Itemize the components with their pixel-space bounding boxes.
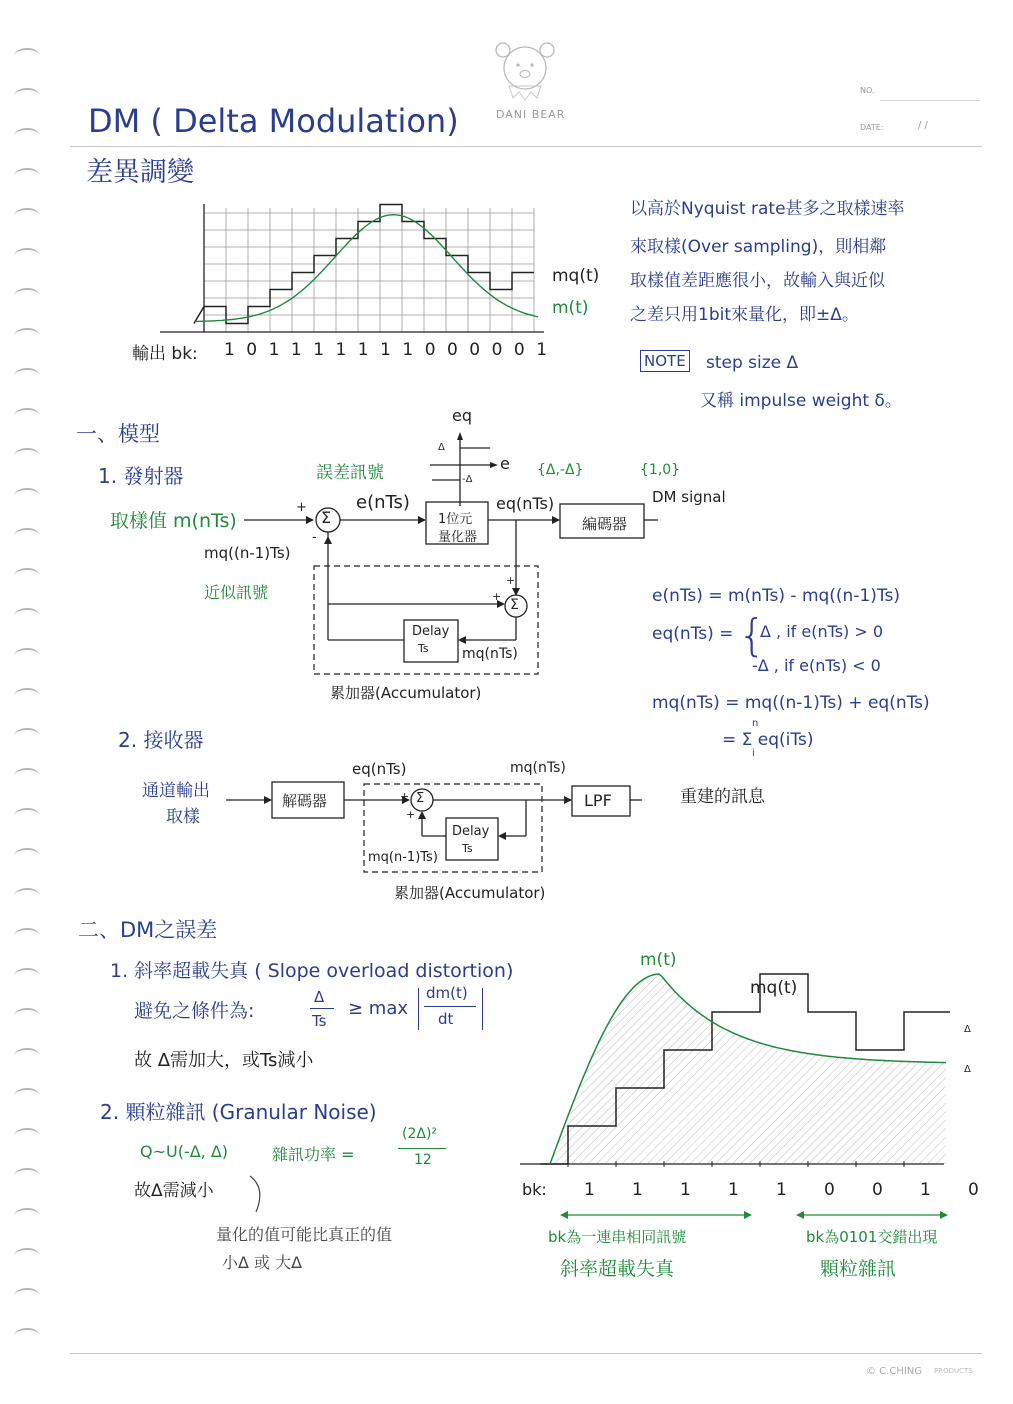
error-staircase-chart [520,960,950,1180]
binding-ring [14,1048,40,1064]
bit-set-label: {1,0} [640,462,681,478]
noise-power-label: 雜訊功率 = [272,1145,355,1164]
equation-error: e(nTs) = m(nTs) - mq((n-1)Ts) [652,586,900,606]
footer-sub: PRODUCTS [934,1367,973,1375]
equation-case-1: Δ , if e(nTs) > 0 [760,622,884,641]
m-curve-label: m(t) [552,298,589,318]
binding-ring [14,728,40,744]
error-bit: 0 [824,1180,835,1200]
cond-frac-den: dt [438,1010,454,1028]
binding-ring [14,1168,40,1184]
e-axis-label: e [500,454,510,473]
cond-den: Ts [312,1012,327,1030]
binding-ring [14,128,40,144]
binding-ring [14,488,40,504]
error-bit: 0 [968,1180,979,1200]
binding-ring [14,1008,40,1024]
granular-note-line-1: bk為0101交錯出現 [806,1228,938,1246]
no-line [880,100,980,101]
intro-bit: 1 [313,340,325,360]
transmitter-heading: 1. 發射器 [98,464,184,488]
intro-bit: 1 [402,340,414,360]
receiver-heading: 2. 接收器 [118,728,204,752]
binding-ring [14,208,40,224]
acc-sum-symbol: Σ [510,597,519,613]
quantizer-line-2: 量化器 [438,530,478,545]
sum-upper-limit: n [752,718,759,729]
eq-axis-label: eq [452,406,472,425]
range-arrows [560,1205,960,1225]
rx-delay-label: Delay [452,824,490,839]
binding-ring [14,1088,40,1104]
binding-ring [14,768,40,784]
slope-overload-heading: 1. 斜率超載失真 ( Slope overload distortion) [110,960,514,982]
error-bit: 1 [728,1180,739,1200]
intro-bit: 1 [380,340,391,360]
abs-bar-right [482,988,483,1030]
tx-input-label: 取樣值 m(nTs) [110,510,237,532]
section1-heading: 一、模型 [76,422,160,446]
slope-conclusion: 故 Δ需加大，或Ts減小 [134,1050,314,1071]
rx-output-label: 重建的訊息 [680,787,765,807]
equation-sum: = Σ eq(iTs) [722,730,814,750]
annotation-bracket [244,1172,274,1218]
brand-label: DANI BEAR [496,108,566,121]
intro-bit: 1 [224,340,235,360]
avoid-condition-label: 避免之條件為: [134,1000,255,1022]
intro-bit: 0 [513,340,525,360]
tx-accumulator-label: 累加器(Accumulator) [330,684,482,702]
note-line-1: step size Δ [706,353,799,373]
binding-ring [14,688,40,704]
noise-power-num: (2Δ)² [402,1126,438,1142]
granular-note-line-2: 顆粒雜訊 [820,1258,897,1280]
error-hatching [540,974,946,1164]
binding-ring [14,528,40,544]
tx-mq-nts-label: mq(nTs) [462,646,518,662]
cond-frac-bar [424,1006,476,1007]
intro-line-4: 之差只用1bit來量化，即±Δ。 [630,305,859,325]
note-badge: NOTE [640,350,690,372]
binding-ring [14,888,40,904]
binding-ring [14,248,40,264]
tx-feedback-label: mq((n-1)Ts) [204,544,291,562]
error-bit: 1 [920,1180,931,1200]
rx-input-line-1: 通道輸出 [142,781,210,801]
delta-mark-2: Δ [964,1064,971,1075]
rx-delay-ts: Ts [462,842,473,855]
date-slashes: / / [918,120,928,131]
dm-signal-label: DM signal [652,488,726,506]
slope-note-line-1: bk為一連串相同訊號 [548,1228,687,1246]
slope-note-line-2: 斜率超載失真 [560,1258,675,1280]
section2-heading: 二、DM之誤差 [78,918,218,942]
footer-rule [70,1353,982,1354]
intro-bit: 0 [424,340,436,360]
error-bit: 1 [584,1180,595,1200]
footer-brand: © C.CHING [866,1366,923,1377]
intro-bit: 1 [357,340,369,360]
delta-mark-1: Δ [964,1024,971,1035]
error-bit: 1 [776,1180,787,1200]
binding-ring [14,168,40,184]
m-curve [194,215,538,322]
error-bit: 0 [872,1180,883,1200]
e-nts-label: e(nTs) [356,492,410,513]
approx-signal-label: 近似訊號 [204,583,269,602]
acc-sum-plus-left: + [492,590,502,603]
intro-line-1: 以高於Nyquist rate甚多之取樣速率 [630,199,905,219]
binding-ring [14,808,40,824]
rx-eq-nts-label: eq(nTs) [352,760,407,778]
binding-ring [14,368,40,384]
tx-sum-minus: - [312,530,317,545]
error-bits-label: bk: [522,1180,547,1199]
lpf-label: LPF [584,791,612,810]
date-label: DATE: [860,123,884,132]
binding-ring [14,968,40,984]
binding-ring [14,1208,40,1224]
binding-ring [14,288,40,304]
tx-delay-label: Delay [412,624,450,639]
error-bit: 1 [680,1180,691,1200]
no-label: NO. [860,86,875,95]
cond-max: ≥ max [348,998,409,1019]
tx-sum-symbol: Σ [321,508,332,527]
binding-ring [14,648,40,664]
binding-ring [14,928,40,944]
intro-bit: 0 [246,340,258,360]
rx-accumulator-label: 累加器(Accumulator) [394,884,546,902]
cases-brace: { [738,610,766,661]
q-distribution: Q~U(-Δ, Δ) [140,1142,229,1161]
intro-staircase-chart [160,200,560,340]
equation-accumulate: mq(nTs) = mq((n-1)Ts) + eq(nTs) [652,693,930,713]
binding-ring [14,1328,40,1344]
delta-neg-label: -Δ [462,474,473,485]
granular-noise-heading: 2. 顆粒雜訊 (Granular Noise) [100,1100,377,1124]
error-bit: 1 [632,1180,643,1200]
bits-output-label: 輸出 bk: [132,344,198,364]
intro-bit: 1 [335,340,347,360]
tx-delay-ts: Ts [418,642,429,655]
intro-bit: 1 [290,340,302,360]
rx-sum-plus-bottom: + [406,808,416,821]
mq-curve-label: mq(t) [552,266,600,286]
binding-ring [14,1248,40,1264]
binding-ring [14,608,40,624]
error-chart-mq-label: mq(t) [750,978,798,998]
rx-sum-plus: + [400,790,410,803]
tx-sum-plus: + [296,500,307,515]
granular-conclusion: 故Δ需減小 [134,1181,214,1201]
quantizer-line-1: 1位元 [438,512,473,527]
equation-case-2: -Δ , if e(nTs) < 0 [752,656,881,675]
cond-num: Δ [314,988,325,1006]
binding-ring [14,1128,40,1144]
equation-eq-lhs: eq(nTs) = [652,624,734,644]
intro-bit: 0 [491,340,503,360]
header-rule [70,146,982,147]
encoder-label: 編碼器 [582,515,628,533]
cond-frac-num: dm(t) [426,984,468,1002]
bear-logo-icon [493,40,557,106]
intro-bit: 0 [469,340,481,360]
delta-set-label: {Δ,-Δ} [537,462,584,478]
page-title: DM ( Delta Modulation) [88,102,459,140]
binding-ring [14,328,40,344]
error-signal-label: 誤差訊號 [316,463,384,483]
error-chart-m-label: m(t) [640,950,677,970]
note-line-2: 又稱 impulse weight δ。 [700,391,902,411]
rx-mq-nts-label: mq(nTs) [510,760,566,776]
binding-ring [14,448,40,464]
intro-bit: 0 [447,340,458,360]
abs-bar-left [418,988,419,1030]
granular-note-2: 小Δ 或 大Δ [222,1253,303,1272]
binding-ring [14,568,40,584]
delta-pos-label: Δ [438,442,445,453]
sum-lower-limit: i [752,748,755,759]
rx-sum-symbol: Σ [416,791,425,806]
noise-power-den: 12 [414,1152,432,1168]
granular-note-1: 量化的值可能比真正的值 [216,1225,393,1244]
binding-ring [14,48,40,64]
intro-line-2: 來取樣(Over sampling)，則相鄰 [630,237,887,257]
binding-ring [14,1288,40,1304]
binding-ring [14,848,40,864]
eq-nts-label: eq(nTs) [496,494,555,513]
rx-feedback-label: mq(n-1)Ts) [368,850,438,865]
decoder-label: 解碼器 [282,792,328,810]
cond-fraction-bar [310,1008,334,1009]
acc-sum-plus-top: + [506,574,516,587]
chinese-title: 差異調變 [86,157,194,188]
noise-fraction-bar [398,1148,446,1149]
rx-input-line-2: 取樣 [166,807,200,827]
intro-bit: 1 [536,340,548,360]
intro-line-3: 取樣值差距應很小，故輸入與近似 [630,271,885,291]
intro-bit: 1 [268,340,280,360]
binding-ring [14,408,40,424]
binding-ring [14,88,40,104]
